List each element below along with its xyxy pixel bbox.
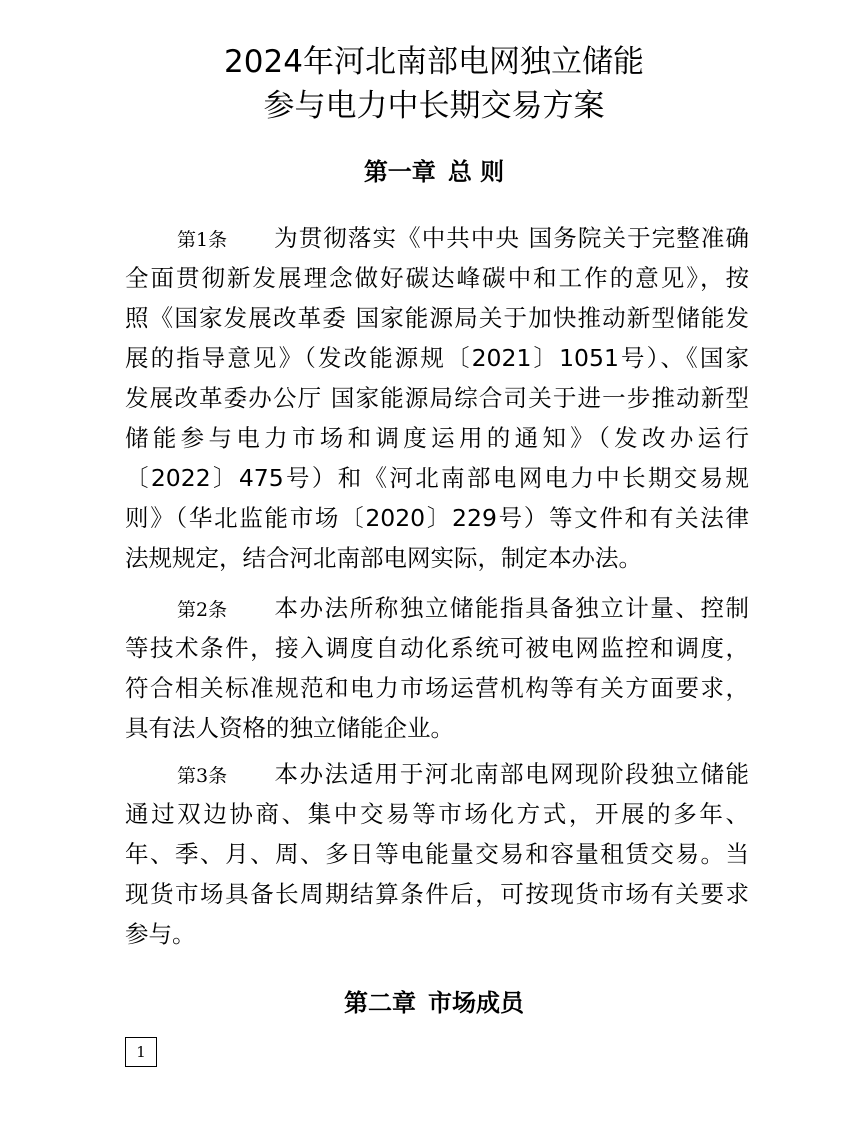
article-1-line: 法规规定，结合河北南部电网实际，制定本办法。 <box>125 544 642 572</box>
article-1-line: 发展改革委办公厅 国家能源局综合司关于进一步推动新型 <box>125 384 749 412</box>
article-3-line: 参与。 <box>125 920 196 948</box>
chapter-1-heading <box>0 156 868 188</box>
article-2-label: 第2条 <box>177 599 228 621</box>
article-3-label: 第3条 <box>177 765 228 787</box>
chapter-2-name: 市场成员 <box>428 988 524 1017</box>
article-1-line: 展的指导意见》（发改能源规〔2021〕1051号）、《国家 <box>125 344 749 372</box>
document-title-line-1: 2024年河北南部电网独立储能 <box>224 44 644 80</box>
article-3-line: 现货市场具备长周期结算条件后，可按现货市场有关要求 <box>125 880 749 908</box>
article-2-line: 等技术条件，接入调度自动化系统可被电网监控和调度， <box>125 634 749 662</box>
article-3-line: 通过双边协商、集中交易等市场化方式，开展的多年、 <box>125 800 749 828</box>
article-3-line: 年、季、月、周、多日等电能量交易和容量租赁交易。当 <box>125 840 749 868</box>
article-1-label: 第1条 <box>177 229 228 251</box>
document-title-line-2: 参与电力中长期交易方案 <box>263 88 605 124</box>
article-2-line: 第2条 本办法所称独立储能指具备独立计量、控制 <box>125 588 749 628</box>
chapter-1-number: 第一章 <box>363 157 436 186</box>
article-1-line: 则》（华北监能市场〔2020〕229号）等文件和有关法律 <box>125 504 749 532</box>
article-1-line: 照《国家发展改革委 国家能源局关于加快推动新型储能发 <box>125 304 749 332</box>
article-1-line: 储能参与电力市场和调度运用的通知》（发改办运行 <box>125 424 749 452</box>
chapter-1-name: 总 则 <box>447 157 505 186</box>
article-2 <box>125 588 749 748</box>
page-number-box: 1 <box>125 1037 157 1067</box>
article-1 <box>125 218 749 578</box>
article-2-line: 具有法人资格的独立储能企业。 <box>125 714 454 742</box>
article-1-line: 全面贯彻新发展理念做好碳达峰碳中和工作的意见》，按 <box>125 264 749 292</box>
article-1-line: 〔2022〕475号）和《河北南部电网电力中长期交易规 <box>125 464 749 492</box>
chapter-2-heading <box>0 987 868 1019</box>
article-3 <box>125 754 749 954</box>
article-3-line: 第3条 本办法适用于河北南部电网现阶段独立储能 <box>125 754 749 794</box>
article-2-line: 符合相关标准规范和电力市场运营机构等有关方面要求， <box>125 674 749 702</box>
article-1-line: 第1条 为贯彻落实《中共中央 国务院关于完整准确 <box>125 218 749 258</box>
chapter-2-number: 第二章 <box>344 988 416 1017</box>
